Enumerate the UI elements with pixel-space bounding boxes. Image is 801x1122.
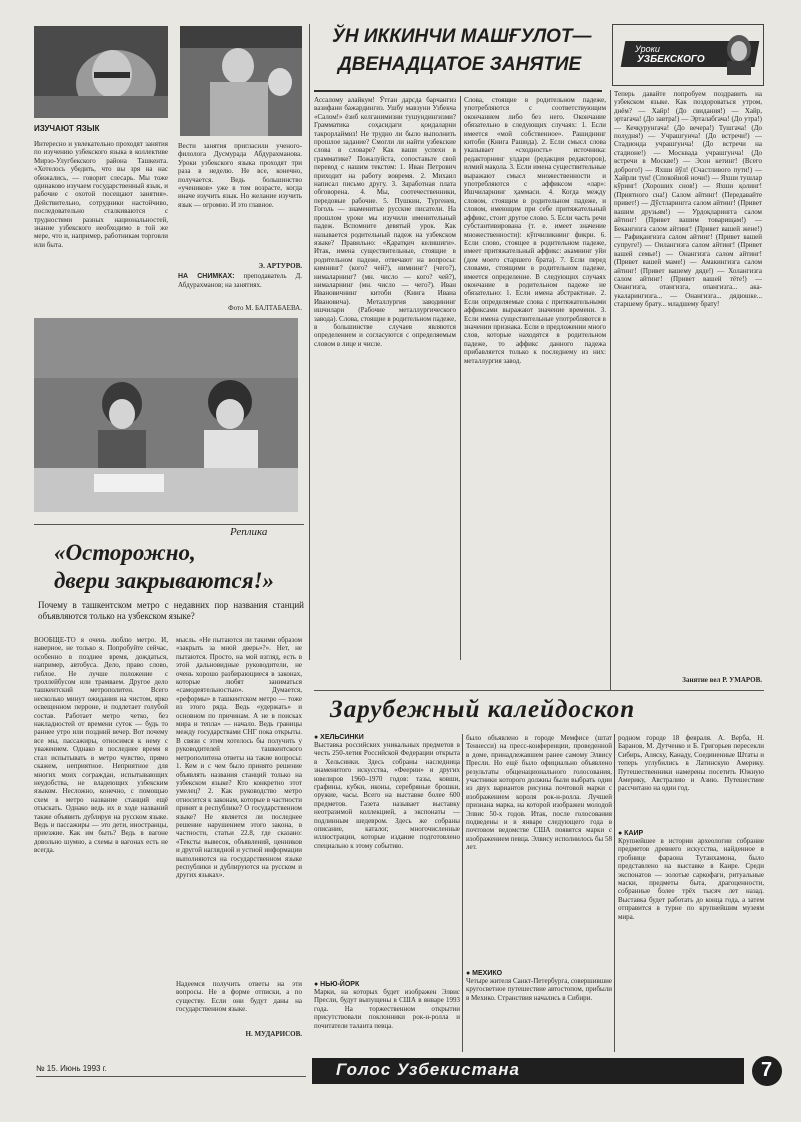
replica-top-rule: [34, 524, 304, 525]
kaleidoscope-col1: [314, 734, 460, 1052]
column-rule: [309, 24, 310, 660]
helsinki-dateline: ● ХЕЛЬСИНКИ: [314, 734, 364, 741]
photos-desc: преподаватель Д. Абдурахманов; на занятиях.: [178, 272, 302, 290]
teacher-photo: [34, 26, 168, 118]
photos-label: НА СНИМКАХ:: [178, 273, 235, 280]
uzbek-author: Занятие вел Р. УМАРОВ.: [682, 676, 762, 684]
footer-paper-name: Голос Узбекистана: [336, 1060, 520, 1079]
replica-lead: Почему в ташкентском метро с недавних пор названия станций объявляются только на узбекском языке?: [38, 600, 304, 621]
kaleidoscope-col3: [618, 734, 764, 1052]
replica-col2: мысль. «Не пытаются ли такими образом «закрыть за мной дверь»?». Нет, не пытаются. Просто, на мой взгляд, есть в этой дальновидные руководители, не очень хорошо разбирающиеся в законах, которые любят заниматься «самодеятельностью». Думается, «реформы» в ташкентском метро — тоже из этого ряда. Ведь «удержать» и основном по причинам. А не в поисках мира и тепла» — начало. Ведь границы между государствами СНГ пока открыты. В связи с этим хотелось бы получить у руководителей ташкентского метрополитена ответы на такие вопросы: 1. Кем и с чем было принято решение объявлять названия станций только на узбекском языке? Кто конкретно этот умелец? 2. Как руководство метро относится к законам, которые в частности принят в республике? О государственном языке? Не является ли последнее решение нарушением этого закона, в частности, статьи 22.8, где сказано: «Тексты вывесок, объявлений, ценников и другой наглядной и устной информации выполняются на государственном языке республики и дублируются на русском и других языках».: [176, 636, 302, 880]
uzbek-col1: Ассалому алайкум! Ўтган дарсда барчангиз вазифани бажардингиз. Ушбу мавзуни Узбекча «Салом!» ёзиб келганимизни тушундингизми? Грамматика соҳасидаги қоидаларни такрорлаймиз! Не трудно ли было выполнить прошлое задание? Смогли ли найти узбекские слова в словаре? Как ваши успехи в грамматике? Пожалуйста, сопоставьте свой перевод с нашим текстом: 1. Иван Петрович приходит на работу вовремя. 2. Михаил написал письмо другу. 3. Заработная плата обговорена. 4. Мы, соотечественники, передовые рабочие. 5. Пушкин, Тургенев, Гоголь — знаменитые русские писатели. На прошлом уроке мы изучили именительный падеж. Вспомните девятый урок. Как называется родительный падеж на узбекском языке? Правильно: «Қаратқич келишиги». Итак, имена существительные, стоящие в родительном падеже, отвечают на вопросы: кимнинг? (кого? чей?), нимнинг? (чего?), нималарнинг? (мн. число — кого? чей?), нималарнинг (мн. число — чего?). Иван Ивановичнинг китоби (Книга Ивана Ивановича). Металлургия заводининг ишчилари (Рабочие металлургического завода). Слова, стоящие в родительном падеже, в большинстве случаев являются определением и согласуются с определяемым словом в лице и числе.: [314, 96, 456, 348]
students-photo-small-image: [180, 26, 302, 136]
footer-issue: № 15. Июнь 1993 г.: [36, 1064, 107, 1073]
footer-banner: [312, 1058, 744, 1084]
replica-rubric: Реплика: [230, 526, 268, 538]
helsinki-text: Выставка российских уникальных предметов в честь 250-летия Российской Федерации открыта в Хельсинки. Здесь собраны наследница знаменитого искусства, «Феерии» и других ювелиров 1960–1970 годов: тазы, ковши, графины, кубки, иконы, серебряные брошки, оружие, часы. Всего на выставке более 600 предметов. Газета называет выставку неотразимой коллекцией, а экспонаты — подлинным шедевром. Здесь же собраны описание, каталог, многочисленные иллюстрации, которые издание подготовлено специально к этому событию.: [314, 741, 460, 850]
photos-description: [178, 272, 302, 300]
students-photo-small: [180, 26, 302, 136]
uzbek-headline-1: ЎН ИККИНЧИ МАШҒУЛОТ—: [332, 26, 592, 47]
replica-col2-end: Надеемся получить ответы на эти вопросы. Не в форме отписки, а по существу. Если они будут даны на государственном языке.: [176, 980, 302, 1014]
replica-headline-2: двери закрываются!»: [54, 568, 275, 593]
page-number-badge: [752, 1056, 782, 1086]
mexico-dateline: ● МЕХИКО: [466, 970, 503, 977]
replica-col1: ВООБЩЕ-ТО я очень люблю метро. И, наверное, не только я. Попробуйте сейчас, особенно в позднее время, дождаться, например, автобуса. Дело, право слово, гиблое. Не лучше положение с троллейбусом или трамваем. Другое дело ташкентский метрополитен. Всего несколько минут ожидания на чистом, ярко освещенном перроне, и подлетает голубой состав. Работает метро четко, без накладностей от времени суток — будь то раннее утро или поздний вечер. Вот почему все мы, пассажиры, относимся к нему с уважением. Однако в последнее время я стал испытывать в метро чувство, прямо скажем, неприятное. Неприятное для многих моих сограждан, испытывающих неудобства, не владеющих узбекским языком. Несложно, конечно, с помощью схем в метро название станций ещё отыскать. Однако ведь их в ходе названий также объявить дублируя на русском языке. Ведь и пассажиры — это дети, иностранцы, приезжие. Как им быть? Ведь в вагоне довольно шумно, а схемы в вагонах есть не всегда.: [34, 636, 168, 855]
uzbek-headline-2: ДВЕНАДЦАТОЕ ЗАНЯТИЕ: [338, 54, 582, 75]
photo-credit: Фото М. БАЛТАБАЕВА.: [228, 304, 302, 312]
uzbek-col3: Теперь давайте попробуем поздравить на узбекском языке. Как поздороваться утром, днём? — Хайр! (До свидания!) — Хайр, эртагача! (До завтра!) — Эрталабгача! (До утра!) — Кечқурунгача! (До вечера!) Тушгача! (До полудня!) — Учрашгунча! (До встречи!) — Стадионда учрашгунча! (До встречи на стадионе!) — Москвада учрашгунча! (До встречи в Москве!) — Эсон кетинг! (Всего доброго!) — Яхши йўл! (Счастливого пути!) — Хайрли тун! (Спокойной ночи!) — Яхши тушлар кўринг! (Хороших снов!) — Яхши қолинг! (Приятного сна!) Салом айтинг! (Передавайте привет!) — Дўстларингга салом айтинг! (Привет вашим друзьям!) — Урдоқларингга салом айтинг! (Привет вашим товарищам!) — Бекангизга салом айтинг! (Привет вашей жене!) — Рафиқангизга салом айтинг! (Привет вашей супруге!) — Оилангизга салом айтинг! (Привет вашей семье!) — Онангизга салом айтинг! (Привет вашей маме!) — Амакингизга салом айтинг! (Привет вашему дяде!) — Холангизга салом айтинг! (Привет вашей тёте!) — Онангизга, отангизга, опангизга... ака-укаларингизга... — Онангизга... дядюшке... старшему брату... младшему брату!: [614, 90, 762, 309]
study-article: Интересно и увлекательно проходят занятия по изучению узбекского языка в коллективе Мирзо-Улугбекского района Ташкента. «Хотелось убедить, что вы зря на нас обижались, — говорит слесарь. Мы тоже одинаково изучаем государственный язык, и рабочие с охотой посещают занятия». Действительно, сотрудники настойчиво, последовательно сталкиваются с трудностями разных национальностей, знание узбекского необходимо в той же мере, что и, например, работникам торговли или быта.: [34, 140, 168, 249]
uzbek-rubric-box: [612, 24, 764, 86]
kaleidoscope-rule-2: [614, 734, 615, 1052]
replica-headline-1: «Осторожно,: [54, 540, 196, 565]
teacher-photo-image: [34, 26, 168, 118]
newyork-dateline: ● НЬЮ-ЙОРК: [314, 981, 360, 988]
teacher-portrait-small: [721, 31, 757, 75]
uzbek-headline-block: [314, 20, 602, 92]
mexico-text: Четыре жителя Санкт-Петербурга, совершившие кругосветное путешествие автостопом, прибыли в Мехико. Странствия начались в Сибири.: [466, 977, 612, 1002]
classroom-photo-image: [34, 318, 298, 512]
classroom-photo: [34, 318, 298, 512]
memphis-text: было объявлено в городе Мемфисе (штат Теннесси) на пресс-конференции, проведенной в доме, принадлежавшем ранее самому Элвису Пресли. Но ещё было официально объявлено результаты общенационального голосования, участники которого должны были выбрать один из двух вариантов рисунка почтовой марки с изображением короля рок-н-ролла. Лучшей признана марка, на которой изображен молодой Элвис 50-х годов. Итак, после голосования подведены и в январе следующего года в почтовом ведомстве США появятся марки с изображением певца. Элвису исполнилось бы 58 лет.: [466, 734, 612, 852]
study-caption: ИЗУЧАЮТ ЯЗЫК: [34, 124, 100, 133]
uzbek-rubric-small: Уроки: [635, 44, 660, 54]
kaleidoscope-top-rule: [314, 690, 764, 691]
kaleidoscope-title: Зарубежный калейдоскоп: [330, 696, 636, 723]
cairo-dateline: ● КАИР: [618, 830, 644, 837]
photo-note: Вести занятия пригласили ученого-филолога Дусмурада Абдурахманова. Уроки узбекского языка проходят три раза в неделю. Не все, конечно, получается. Ведь большинство «учеников» уже в том возрасте, когда иначе изучить язык. Но желание изучить язык — огромно. И это главное.: [178, 142, 302, 209]
page-number: 7: [761, 1059, 773, 1081]
photo-note-author: Э. АРТУРОВ.: [258, 262, 302, 270]
newyork-text: Марки, на которых будет изображен Элвис Пресли, будут выпущены в США в январе 1993 года. На торжественном открытии присутствовали поклонники рок-н-ролла и почитатели таланта певца.: [314, 988, 460, 1030]
kaleidoscope-col2: [466, 734, 612, 1052]
uzbek-col2: Слова, стоящие в родительном падеже, употребляются с соответствующим окончанием либо без него. Окончание обязательно в следующих случаях: 1. Если имеется «мой собственное». Рашиднинг китоби (Книга Рашида). 2. Если смысл слова указывает «сходность» источника: редакторнинг улдари (редакция редакторов), илмий мақола. 3. Если имена существительные выражают смысл множественности и употребляются с аффиксом «лар»: Ишчиларнинг ҳаммаси. 4. Когда между словом, стоящим в родительном падеже, и словом, имеющим при себе притяжательный аффикс, стоит другое слово. 5. Если часть речи субстантивирована (т. е. имеет значение множественности): кўпчиликнинг фикри. 6. Если слово, стоящее в родительном падеже, имеет притяжательный аффикс: акамнинг уйи (дом моего старшего брата). 7. Если перед словами, стоящими в родительном падеже, имеется определение. В следующих случаях окончание в родительном падеже не обязательно: 1. Если имена абстрактные. 2. Если определяемые слова с притяжательными аффиксами выражают значение времени. 3. Если имена существительные употребляются в значении признака. Если в предложении много слов, которые находятся в родительном падеже, то аффикс данного падежа прибавляется только к последнему из них: металлургия завод.: [464, 96, 606, 365]
replica-author: Н. МУДАРИСОВ.: [245, 1030, 302, 1038]
footer-rule: [36, 1076, 306, 1077]
uzbek-rule-1: [460, 96, 461, 660]
uzbek-rubric-big: УЗБЕКСКОГО: [637, 54, 705, 65]
cairo-text: Крупнейшее в истории археологии собрание предметов древнего искусства, найденное в гробнице фараона Тутанхамона, было представлено на выставке в Каире. Среди экспонатов — золотые саркофаги, ритуальные маски, предметы быта, драгоценности, собранные более трёх тысяч лет назад. Выставка будет работать до конца года, а затем отправится в турне по крупнейшим музеям мира.: [618, 837, 764, 921]
uzbek-rule-2: [610, 90, 611, 690]
petersburg-text: родном городе 18 февраля. А. Верба, Н. Баранов, М. Дутченко и Б. Григорьев пересекли Сибирь, Аляску, Канаду, Соединенные Штаты и теперь углубились в Латинскую Америку. Путешественники намерены посетить Южную Америку, Австралию и Азию. Путешествие рассчитано на один год.: [618, 734, 764, 793]
kaleidoscope-rule-1: [462, 734, 463, 1052]
